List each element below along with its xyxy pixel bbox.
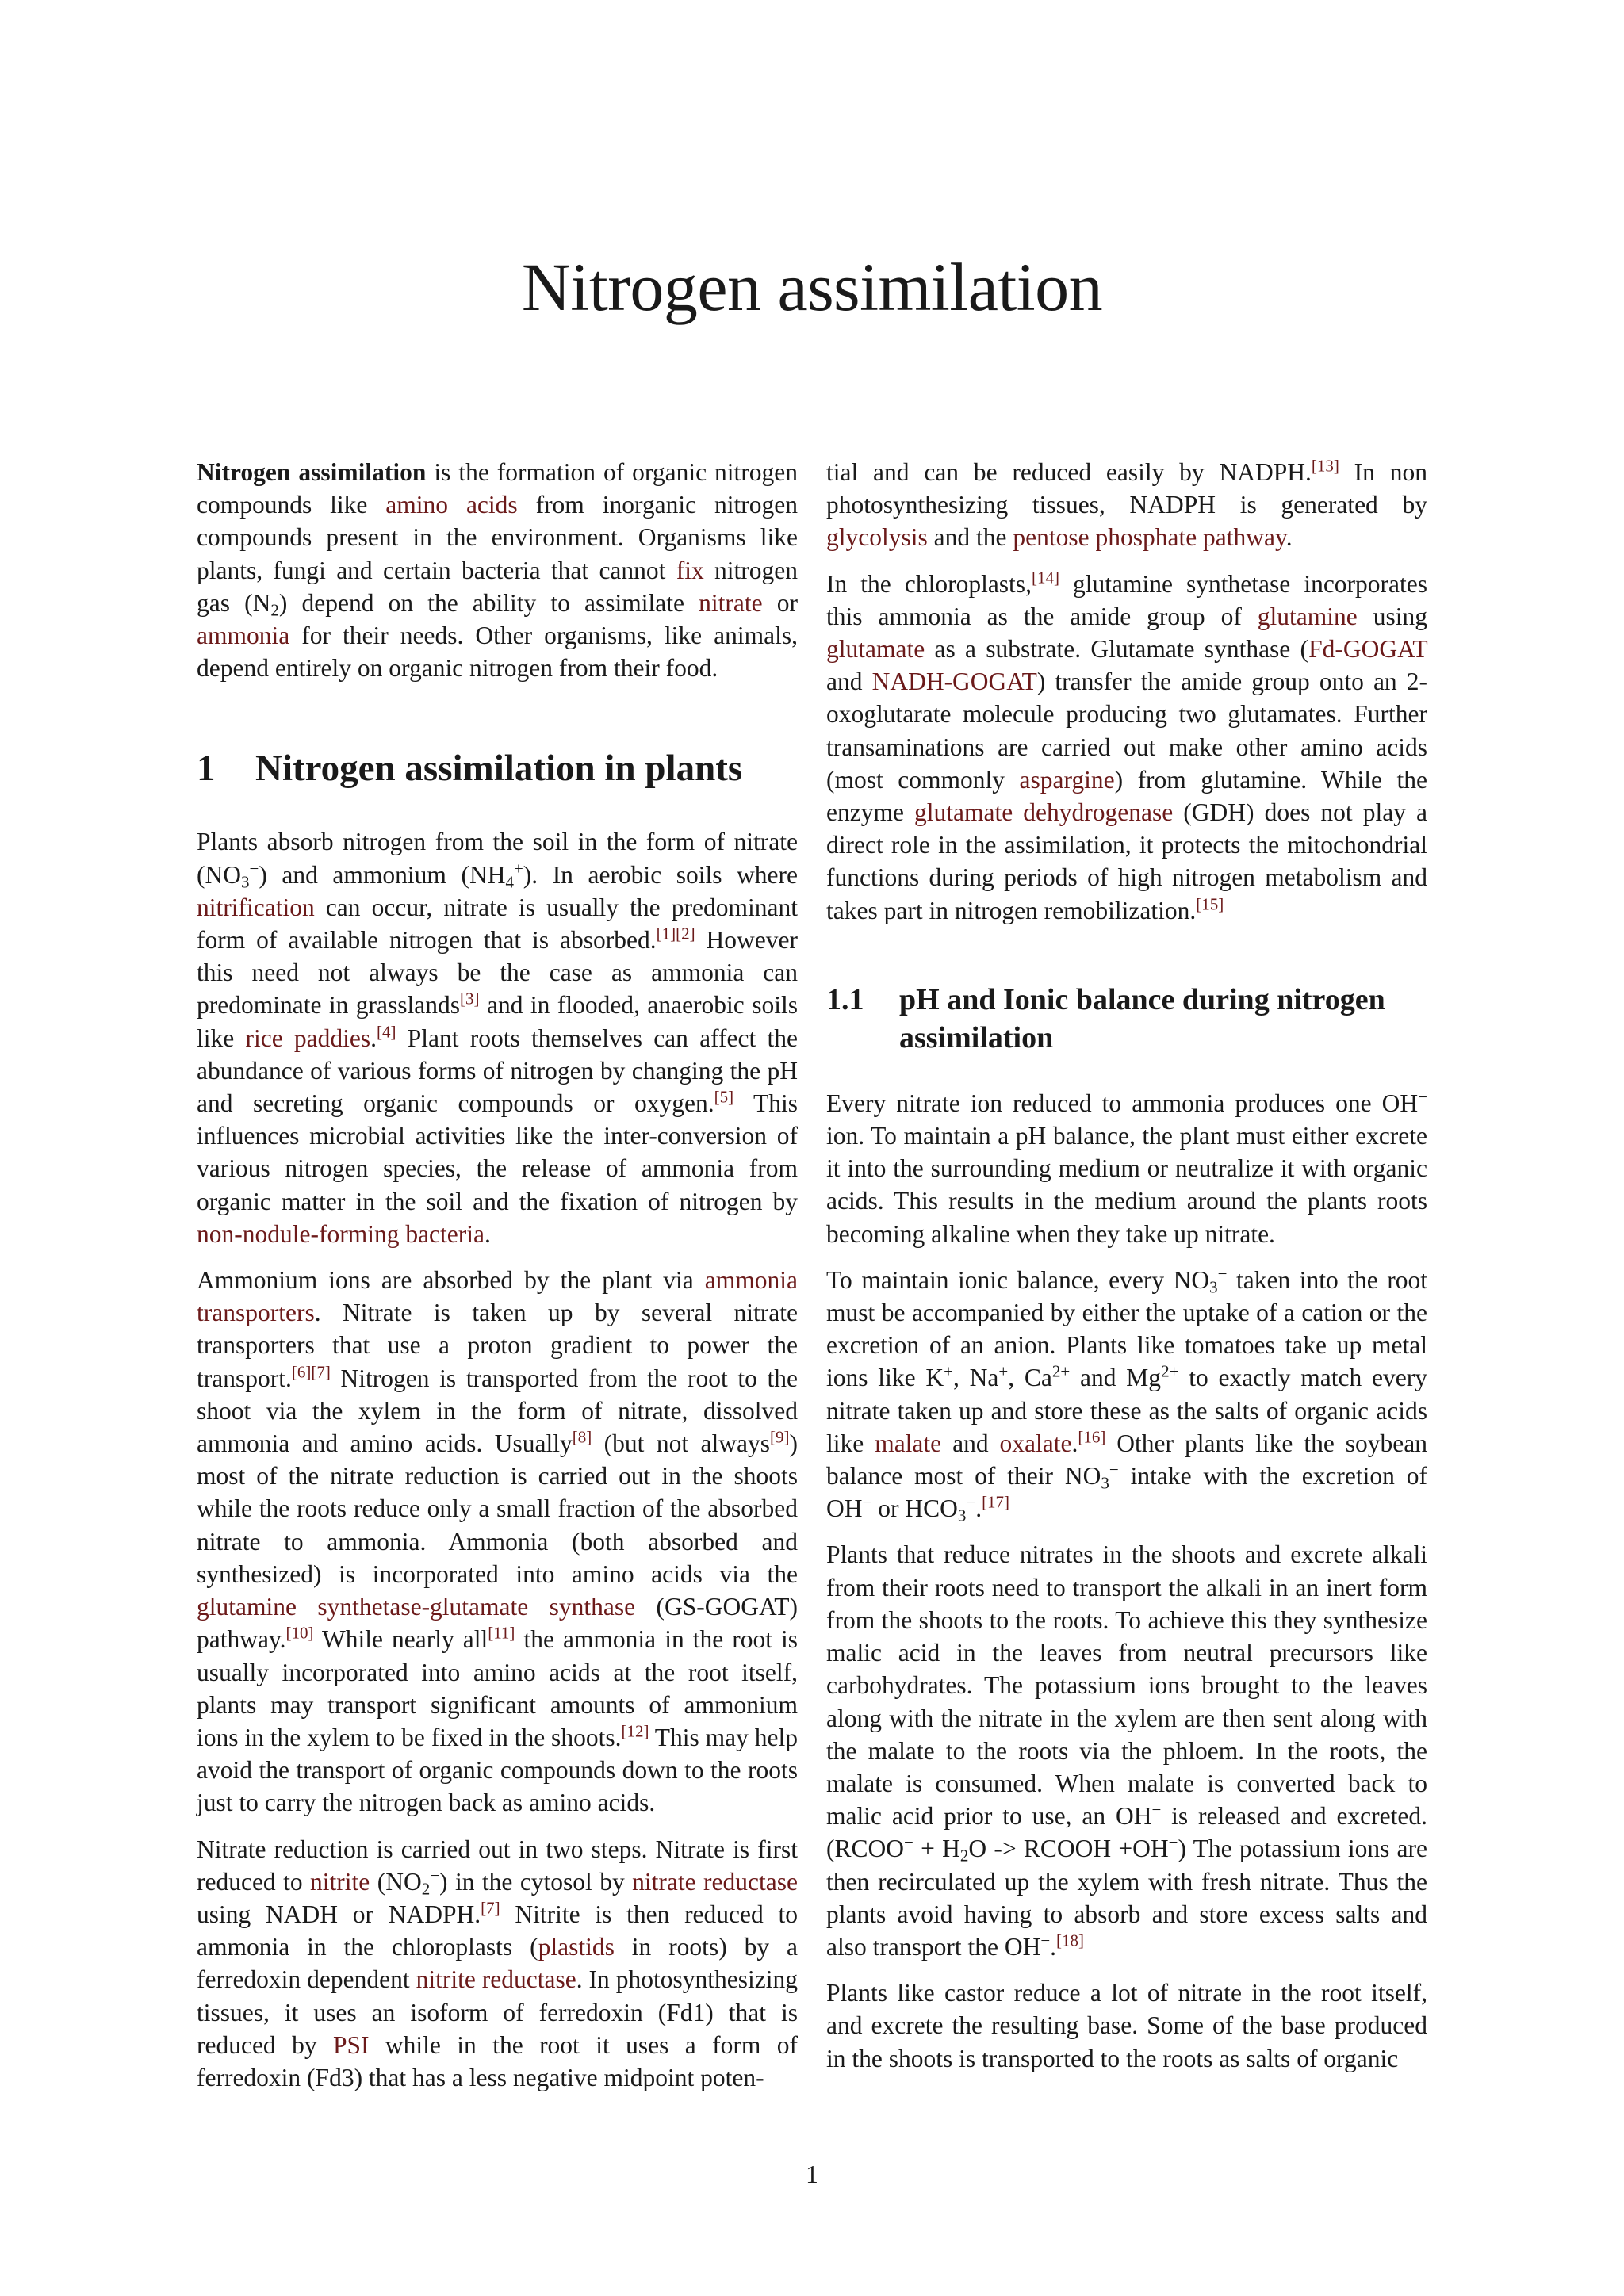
page-title: Nitrogen assimilation xyxy=(521,249,1103,325)
citation[interactable]: [7] xyxy=(481,1898,500,1918)
citation[interactable]: [10] xyxy=(285,1623,314,1643)
citation[interactable]: [17] xyxy=(982,1492,1010,1512)
subsection-number: 1.1 xyxy=(826,982,864,1016)
paragraph: Every nitrate ion reduced to ammonia produces one OH− ion. To maintain a pH balance, the plant must either excrete it into the surrounding medium or neutralize it with organic acids. This results in the medium around the plants roots becoming alkaline when they take up nitrate. xyxy=(826,1087,1427,1248)
citation[interactable]: [18] xyxy=(1056,1931,1085,1950)
link-glutamate-dehydrogenase[interactable]: glutamate dehydrogenase xyxy=(914,798,1174,827)
link-nitrite[interactable]: nitrite xyxy=(310,1867,370,1896)
link-nitrite-reductase[interactable]: nitrite reductase xyxy=(416,1965,576,1994)
link-fd-gogat[interactable]: Fd-GOGAT xyxy=(1308,635,1427,664)
citation[interactable]: [8] xyxy=(572,1427,592,1447)
paragraph: Ammonium ions are absorbed by the plant via ammonia transporters. Nitrate is taken up by several nitrate transporters that use a proton gradient to power the transport.[6][7] Nitrogen is transported from the root to the shoot via the xylem in the form of nitrate, dissolved ammonia and amino acids. Usually[8] (but not always[9]) most of the nitrate reduction is carried out in the shoots while the roots reduce only a small fraction of the absorbed nitrate to ammonia. Ammonia (both absorbed and synthesized) is incorporated into amino acids via the glutamine synthetase-glutamate synthase (GS-GOGAT) pathway.[10] While nearly all[11] the ammonia in the root is usually incorporated into amino acids at the root itself, plants may transport significant amounts of ammonium ions in the xylem to be fixed in the shoots.[12] This may help avoid the transport of organic compounds down to the roots just to carry the nitrogen back as amino acids. xyxy=(197,1266,799,1817)
citation[interactable]: [11] xyxy=(488,1623,515,1643)
link-pentose-phosphate-pathway[interactable]: pentose phosphate pathway xyxy=(1013,523,1286,552)
citation[interactable]: [6] xyxy=(291,1362,312,1382)
section-number: 1 xyxy=(197,748,216,790)
section-title: Nitrogen assimilation in plants xyxy=(255,748,743,790)
link-ammonia-transporters[interactable]: ammonia transporters xyxy=(197,1266,798,1327)
paragraph: In the chloroplasts,[14] glutamine synthetase incorporates this ammonia as the amide group of glutamine using glutamate as a substrate. Glutamate synthase (Fd-GOGAT and NADH-GOGAT) transfer the amide group onto an 2-oxoglutarate molecule producing two glutamates. Further transaminations are carried out make other amino acids (most commonly aspargine) from glutamine. While the enzyme glutamate dehydrogenase (GDH) does not play a direct role in the assimilation, it protects the mitochondrial functions during periods of high nitrogen metabolism and takes part in nitrogen remobilization.[15] xyxy=(826,568,1428,924)
paragraph: Nitrate reduction is carried out in two steps. Nitrate is first reduced to nitrite $(NO_2^-)$ in the cytosol by nitrate reductase using NADH or NADPH.[7] Nitrite is then reduced to ammonia in the chloroplasts (plastids in roots) by a ferredoxin dependent nitrite reductase. In photosynthesizing tissues, it uses an isoform of ferredoxin (Fd1) that is reduced by PSI while in the root it uses a form of ferredoxin (Fd3) that has a less negative midpoint poten- xyxy=(197,1835,798,2091)
link-nitrate[interactable]: nitrate xyxy=(699,588,763,617)
link-nitrification[interactable]: nitrification xyxy=(197,893,315,921)
citation[interactable]: [16] xyxy=(1078,1427,1106,1447)
section-heading-1 xyxy=(197,746,798,790)
link-aspargine[interactable]: aspargine xyxy=(1019,765,1115,794)
page-number: 1 xyxy=(806,2160,818,2188)
link-glutamate[interactable]: glutamate xyxy=(826,635,925,664)
citation[interactable]: [15] xyxy=(1196,894,1224,914)
link-gs-gogat[interactable]: glutamine synthetase-glutamate synthase xyxy=(197,1593,636,1621)
link-non-nodule-bacteria[interactable]: non-nodule-forming bacteria xyxy=(197,1219,485,1248)
link-nadh-gogat[interactable]: NADH-GOGAT xyxy=(871,668,1037,696)
link-plastids[interactable]: plastids xyxy=(538,1933,615,1961)
citation[interactable]: [7] xyxy=(311,1362,331,1382)
paragraph: Plants that reduce nitrates in the shoots and excrete alkali from their roots need to transport the alkali in an inert form from the shoots to the roots. To achieve this they synthesize malic acid in the leaves from neutral precursors like carbohydrates. The potassium ions brought to the leaves along with the nitrate in the xylem are then sent along with the malate to the roots via the phloem. In the roots, the malate is consumed. When malate is converted back to malic acid prior to use, an OH− is released and excreted. (RCOO− + $H_2O$ -> RCOOH +OH−) The potassium ions are then recirculated up the xylem with fresh nitrate. Thus the plants avoid having to absorb and store excess salts and also transport the OH−.[18] xyxy=(826,1540,1428,1961)
paragraph: Plants absorb nitrogen from the soil in the form of nitrate $(NO_3^-)$ and ammonium $(NH_4^+)$. In aerobic soils where nitrification can occur, nitrate is usually the predominant form of available nitrogen that is absorbed.[1][2] However this need not always be the case as ammonia can predominate in grasslands[3] and in flooded, anaerobic soils like rice paddies.[4] Plant roots themselves can affect the abundance of various forms of nitrogen by changing the pH and secreting organic compounds or oxygen.[5] This influences microbial activities like the inter-conversion of various nitrogen species, the release of ammonia from organic matter in the soil and the fixation of nitrogen by non-nodule-forming bacteria. xyxy=(197,828,798,1248)
paragraph: To maintain ionic balance, every $NO_3^-$ taken into the root must be accompanied by either the uptake of a cation or the excretion of an anion. Plants like tomatoes take up metal ions like K+, Na+, $Ca^{2+}$ and $Mg^{2+}$ to exactly match every nitrate taken up and store these as the salts of organic acids like malate and oxalate.[16] Other plants like the soybean balance most of their $NO_3^-$ intake with the excretion of OH− or $HCO_3^-.[17]$ xyxy=(826,1264,1427,1525)
link-nitrate-reductase[interactable]: nitrate reductase xyxy=(632,1867,798,1896)
left-column xyxy=(197,456,798,2107)
citation[interactable]: [2] xyxy=(676,924,695,943)
intro-bold-term: Nitrogen assimilation xyxy=(197,458,427,486)
link-malate[interactable]: malate xyxy=(875,1429,942,1457)
intro-paragraph: Nitrogen assimilation is the formation of organic nitrogen compounds like amino acids from inorganic nitrogen compounds present in the environment. Organisms like plants, fungi and certain bacteria that cannot fix nitrogen gas $(N_2)$ depend on the ability to assimilate nitrate or ammonia for their needs. Other organisms, like animals, depend entirely on organic nitrogen from their food. xyxy=(197,458,798,683)
paragraph: tial and can be reduced easily by NADPH.[13] In non photosynthesizing tissues, NADPH is generated by glycolysis and the pentose phosphate pathway. xyxy=(826,456,1427,552)
citation[interactable]: [9] xyxy=(770,1427,790,1447)
citation[interactable]: [14] xyxy=(1031,568,1059,587)
citation[interactable]: [12] xyxy=(621,1721,649,1741)
link-glutamine[interactable]: glutamine xyxy=(1257,602,1358,630)
right-column xyxy=(826,456,1427,2088)
citation[interactable]: [1] xyxy=(656,924,676,943)
citation[interactable]: [4] xyxy=(377,1022,396,1042)
link-psi[interactable]: PSI xyxy=(332,2030,370,2059)
link-fix[interactable]: fix xyxy=(676,556,704,584)
paragraph: Plants like castor reduce a lot of nitrate in the root itself, and excrete the resulting base. Some of the base produced in the shoots is transported to the roots as salts of organic xyxy=(826,1979,1427,2072)
link-oxalate[interactable]: oxalate xyxy=(999,1429,1072,1457)
link-amino-acids[interactable]: amino acids xyxy=(385,491,518,519)
subsection-title: pH and Ionic balance during nitrogen assimilation xyxy=(899,982,1385,1054)
link-rice-paddies[interactable]: rice paddies xyxy=(245,1024,371,1052)
subsection-heading-1-1 xyxy=(826,981,1427,1057)
citation[interactable]: [3] xyxy=(460,989,480,1008)
link-ammonia[interactable]: ammonia xyxy=(197,622,290,650)
citation[interactable]: [5] xyxy=(714,1087,734,1107)
citation[interactable]: [13] xyxy=(1311,456,1339,476)
link-glycolysis[interactable]: glycolysis xyxy=(826,523,928,552)
